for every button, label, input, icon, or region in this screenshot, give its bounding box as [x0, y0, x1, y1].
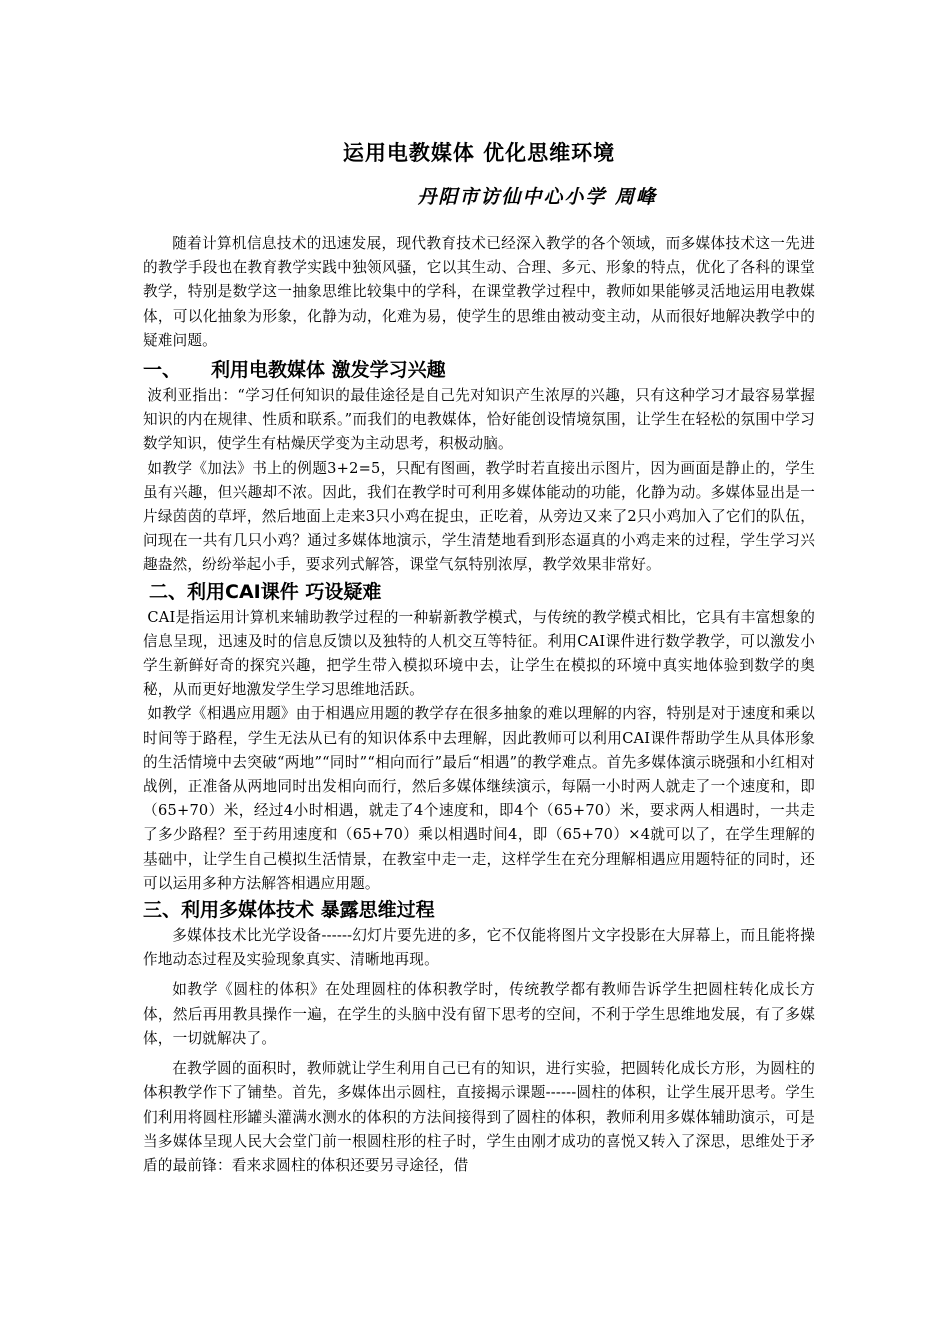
section-1-paragraph-1: 波利亚指出：“学习任何知识的最佳途径是自己先对知识产生浓厚的兴趣，只有这种学习才最容易掌握知识的内在规律、性质和联系。”而我们的电教媒体，恰好能创设情境氛围，让学生在轻松的氛围中学习数学知识，使学生有枯燥厌学变为主动思考，积极动脑。 [143, 387, 815, 453]
section-3-paragraph-1: 多媒体技术比光学设备------幻灯片要先进的多，它不仅能将图片文字投影在大屏幕上，而且能将操作地动态过程及实验现象真实、清晰地再现。 [143, 927, 815, 969]
section-1-heading [143, 356, 815, 384]
section-2-number: 二、 [149, 580, 188, 603]
document-page [143, 128, 815, 1178]
section-2-paragraph-2: 如教学《相遇应用题》由于相遇应用题的教学存在很多抽象的难以理解的内容，特别是对于速度和乘以时间等于路程，学生无法从已有的知识体系中去理解，因此教师可以利用CAI课件帮助学生从具体形象的生活情境中去突破“两地”“同时”“相向而行”最后“相遇”的教学难点。首先多媒体演示晓强和小红相对战例，正准备从两地同时出发相向而行，然后多媒体继续演示，每隔一小时两人就走了一个速度和，即（65+70）米，经过4小时相遇，就走了4个速度和，即4个（65+70）米，要求两人相遇时，一共走了多少路程？至于药用速度和（65+70）乘以相遇时间4，即（65+70）×4就可以了，在学生理解的基础中，让学生自己模拟生活情景，在教室中走一走，这样学生在充分理解相遇应用题特征的同时，还可以运用多种方法解答相遇应用题。 [143, 705, 815, 892]
document-author: 丹阳市访仙中心小学 周峰 [417, 186, 657, 208]
section-1-number: 一、 [143, 359, 182, 382]
section-2-heading [149, 578, 815, 606]
section-3-paragraph-2: 如教学《圆柱的体积》在处理圆柱的体积教学时，传统教学都有教师告诉学生把圆柱转化成长方体，然后再用教具操作一遍，在学生的头脑中没有留下思考的空间，不利于学生思维地发展，有了多媒体，一切就解决了。 [143, 981, 815, 1047]
section-3-title: 利用多媒体技术 暴露思维过程 [181, 899, 435, 922]
section-2-paragraph-1: CAI是指运用计算机来辅助教学过程的一种崭新教学模式，与传统的教学模式相比，它具有丰富想象的信息呈现，迅速及时的信息反馈以及独特的人机交互等特征。利用CAI课件进行数学教学，可以激发小学生新鲜好奇的探究兴趣，把学生带入模拟环境中去，让学生在模拟的环境中真实地体验到数学的奥秘，从而更好地激发学生学习思维地活跃。 [143, 608, 815, 699]
intro-paragraph: 随着计算机信息技术的迅速发展，现代教育技术已经深入教学的各个领域，而多媒体技术这一先进的教学手段也在教育教学实践中独领风骚，它以其生动、合理、多元、形象的特点，优化了各科的课堂教学，特别是数学这一抽象思维比较集中的学科，在课堂教学过程中，教师如果能够灵活地运用电教媒体，可以化抽象为形象，化静为动，化难为易，使学生的思维由被动变主动，从而很好地解决教学中的疑难问题。 [143, 235, 815, 349]
section-1-title: 利用电教媒体 激发学习兴趣 [211, 359, 446, 382]
section-3-number: 三、 [143, 899, 182, 922]
section-2-title: 利用CAI课件 巧设疑难 [187, 580, 382, 603]
section-3-heading [143, 896, 815, 924]
document-title: 运用电教媒体 优化思维环境 [342, 141, 616, 165]
section-3-paragraph-3: 在教学圆的面积时，教师就让学生利用自己已有的知识，进行实验，把圆转化成长方形，为圆柱的体积教学作下了铺垫。首先，多媒体出示圆柱，直接揭示课题------圆柱的体积，让学生展开思考。学生们利用将圆柱形罐头灌满水测水的体积的方法间接得到了圆柱的体积，教师利用多媒体辅助演示，可是当多媒体呈现人民大会堂门前一根圆柱形的柱子时，学生由刚才成功的喜悦又转入了深思，思维处于矛盾的最前锋：看来求圆柱的体积还要另寻途径，借 [143, 1060, 815, 1174]
section-1-paragraph-2: 如教学《加法》书上的例题3+2=5，只配有图画，教学时若直接出示图片，因为画面是静止的，学生虽有兴趣，但兴趣却不浓。因此，我们在教学时可利用多媒体能动的功能，化静为动。多媒体显出是一片绿茵茵的草坪，然后地面上走来3只小鸡在捉虫，正吃着，从旁边又来了2只小鸡加入了它们的队伍，问现在一共有几只小鸡？通过多媒体地演示，学生清楚地看到形态逼真的小鸡走来的过程，学生学习兴趣盎然，纷纷举起小手，要求列式解答，课堂气氛特别浓厚，教学效果非常好。 [143, 459, 815, 574]
